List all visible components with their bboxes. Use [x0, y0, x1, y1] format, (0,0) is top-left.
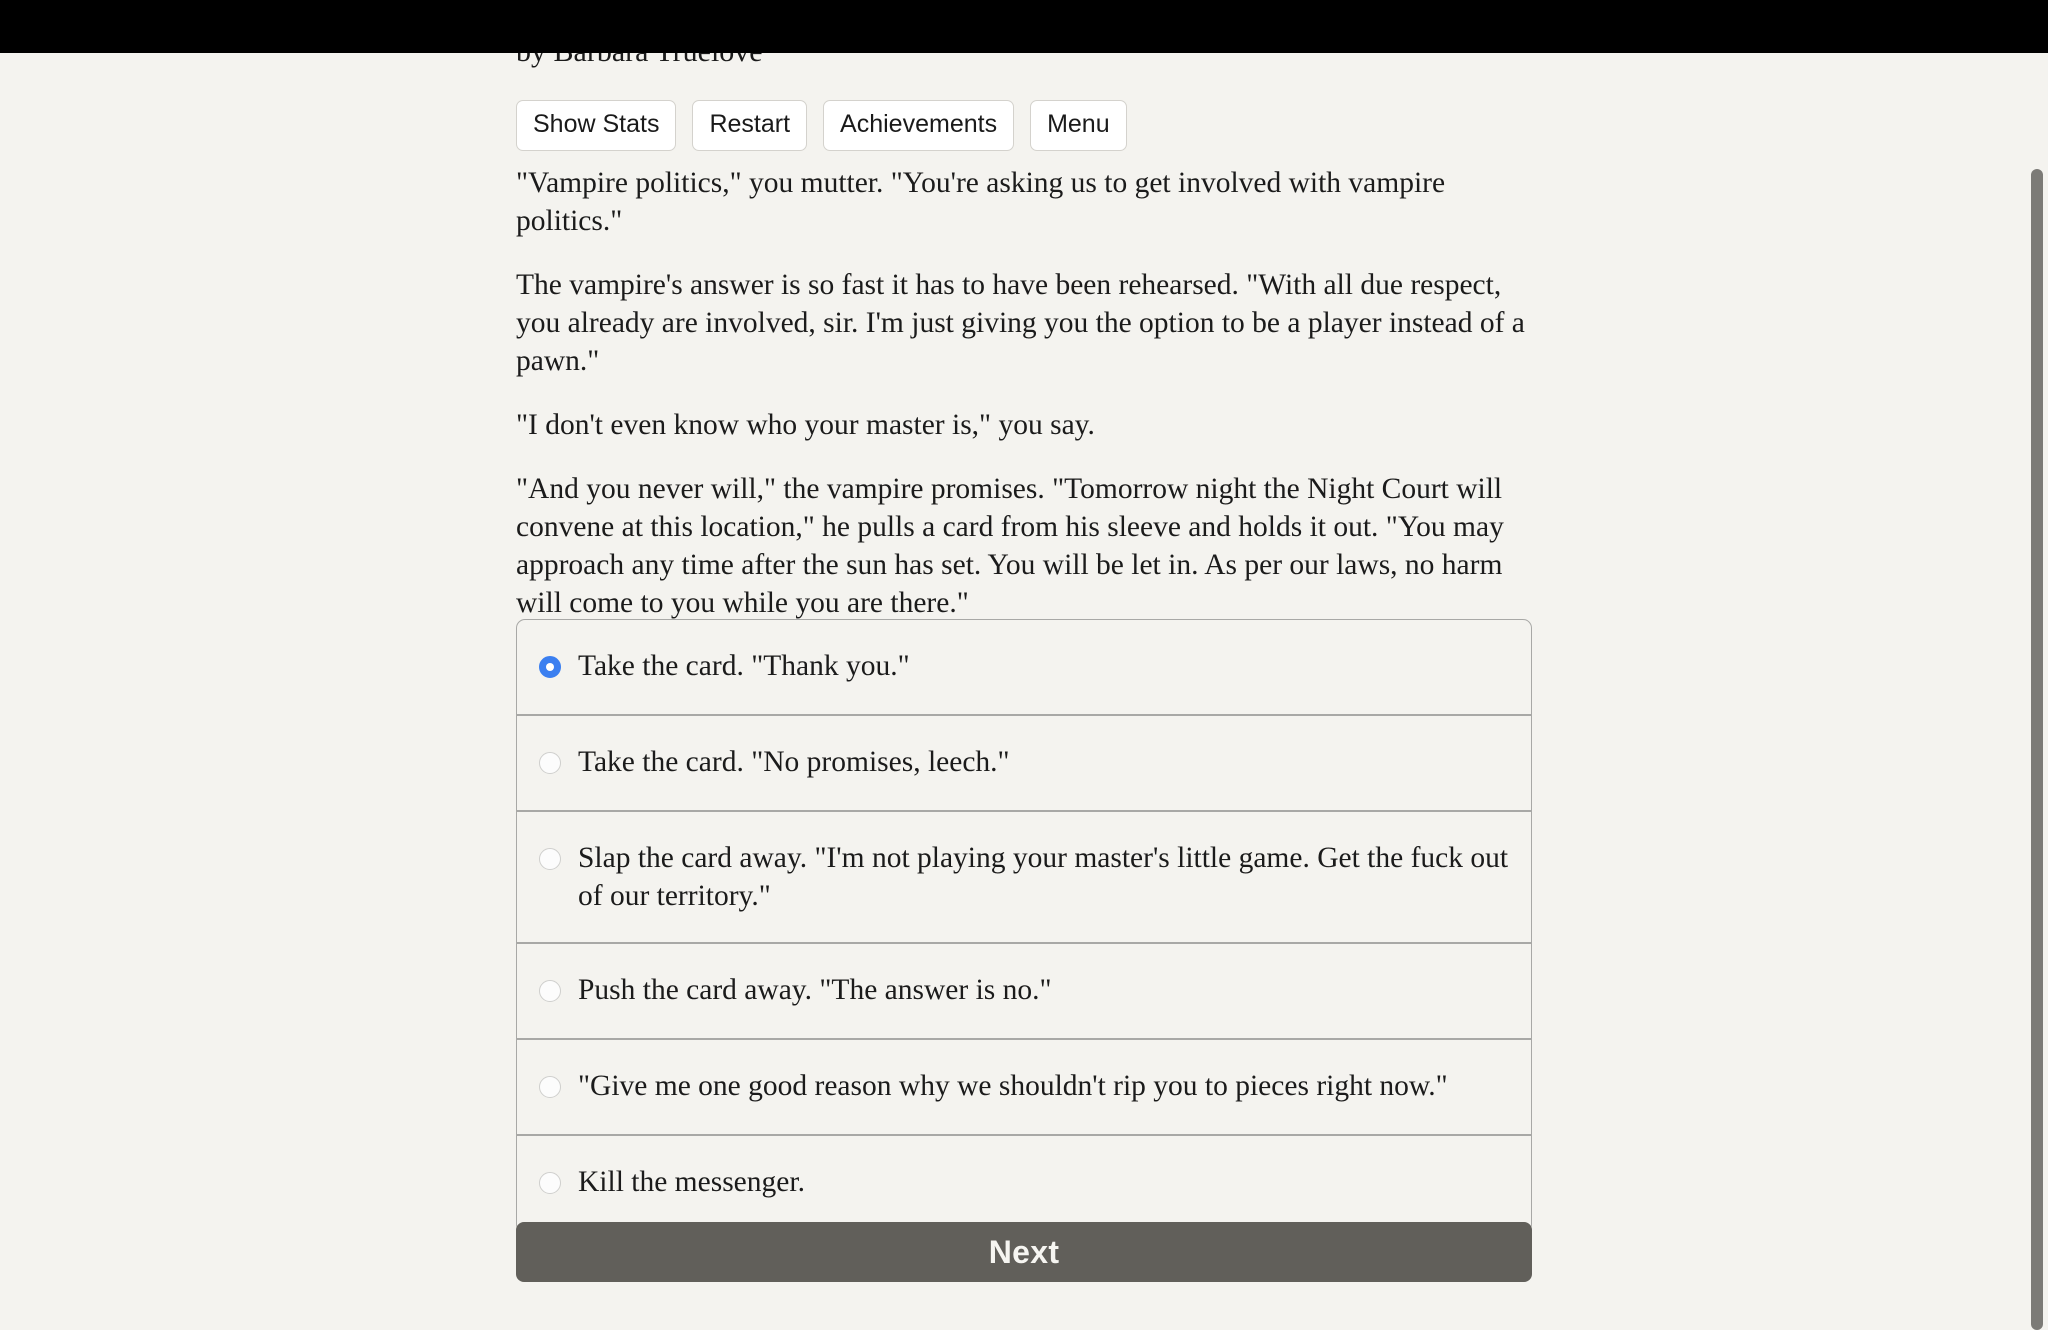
choice-label: Kill the messenger.	[578, 1166, 805, 1198]
restart-button[interactable]: Restart	[692, 100, 807, 151]
choice-option[interactable]	[517, 716, 1531, 812]
story-paragraph: "And you never will," the vampire promises. "Tomorrow night the Night Court will convene at this location," he pulls a card from his sleeve and holds it out. "You may approach any time after the sun has set. You will be let in. As per our laws, no harm will come to you while you are there."	[516, 473, 1504, 619]
choice-label: "Give me one good reason why we shouldn't rip you to pieces right now."	[578, 1070, 1448, 1102]
choice-option[interactable]	[517, 944, 1531, 1040]
choice-option[interactable]	[517, 1136, 1531, 1232]
show-stats-button[interactable]: Show Stats	[516, 100, 676, 151]
radio-unselected-icon[interactable]	[539, 1076, 561, 1098]
choice-option[interactable]	[517, 812, 1531, 944]
story-paragraph: "I don't even know who your master is," you say.	[516, 409, 1095, 441]
menu-button[interactable]: Menu	[1030, 100, 1127, 151]
radio-unselected-icon[interactable]	[539, 848, 561, 870]
choice-label: Take the card. "Thank you."	[578, 650, 910, 682]
choice-option[interactable]	[517, 620, 1531, 716]
top-occluder-bar	[0, 0, 2048, 53]
radio-unselected-icon[interactable]	[539, 980, 561, 1002]
radio-selected-icon[interactable]	[539, 656, 561, 678]
choice-option[interactable]	[517, 1040, 1531, 1136]
achievements-button[interactable]: Achievements	[823, 100, 1014, 151]
choice-label: Slap the card away. "I'm not playing your master's little game. Get the fuck out of our territory."	[578, 842, 1509, 912]
scrollbar-thumb[interactable]	[2031, 169, 2043, 1330]
choice-label: Take the card. "No promises, leech."	[578, 746, 1010, 778]
choice-list	[516, 619, 1532, 1233]
vertical-scrollbar[interactable]	[2026, 53, 2048, 1330]
story-paragraph: "Vampire politics," you mutter. "You're asking us to get involved with vampire politics."	[516, 167, 1446, 237]
choice-label: Push the card away. "The answer is no."	[578, 974, 1052, 1006]
story-text	[516, 164, 1532, 622]
radio-unselected-icon[interactable]	[539, 1172, 561, 1194]
next-button[interactable]: Next	[516, 1222, 1532, 1282]
toolbar	[516, 100, 1127, 151]
radio-unselected-icon[interactable]	[539, 752, 561, 774]
story-paragraph: The vampire's answer is so fast it has to have been rehearsed. "With all due respect, you already are involved, sir. I'm just giving you the option to be a player instead of a pawn."	[516, 269, 1525, 377]
